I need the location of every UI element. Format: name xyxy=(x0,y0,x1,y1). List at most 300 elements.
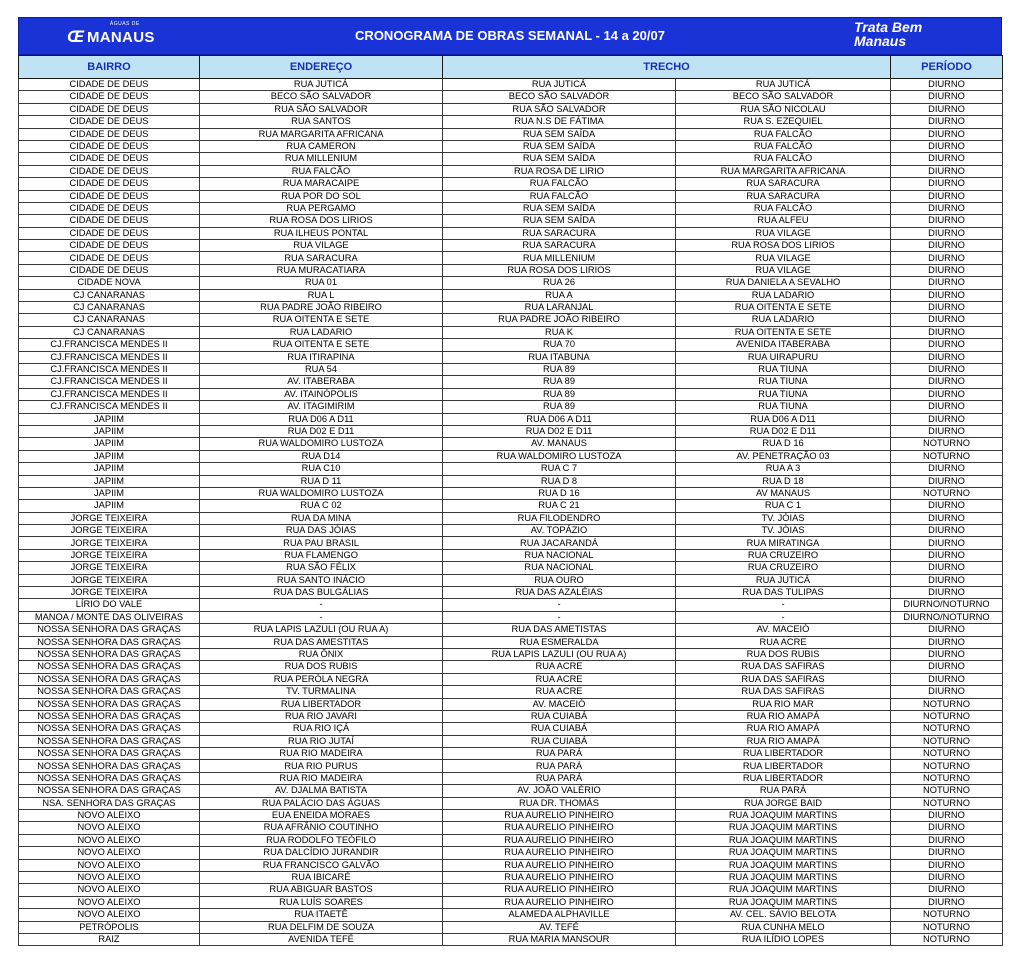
cell-trecho-from: RUA FALCÃO xyxy=(443,178,676,190)
cell-trecho-to: RUA D02 E D11 xyxy=(676,425,891,437)
cell-trecho-to: RUA DANIELA A SEVALHO xyxy=(676,277,891,289)
cell-periodo: DIURNO xyxy=(891,661,1003,673)
cell-endereco: RUA ROSA DOS LIRIOS xyxy=(200,215,443,227)
cell-trecho-to: RUA JUTICÁ xyxy=(676,574,891,586)
cell-endereco: RUA DAS JÓIAS xyxy=(200,525,443,537)
table-row xyxy=(19,388,1003,400)
cell-endereco: - xyxy=(200,611,443,623)
cell-endereco: RUA AFRÂNIO COUTINHO xyxy=(200,822,443,834)
cell-trecho-from: RUA PARÁ xyxy=(443,772,676,784)
cell-trecho-to: RUA SÃO NICOLAU xyxy=(676,103,891,115)
cell-periodo: DIURNO xyxy=(891,264,1003,276)
cell-endereco: RUA MARGARITA AFRICANA xyxy=(200,128,443,140)
cell-endereco: RUA PERGAMO xyxy=(200,202,443,214)
table-row xyxy=(19,748,1003,760)
table-row xyxy=(19,525,1003,537)
table-row xyxy=(19,264,1003,276)
cell-periodo: NOTURNO xyxy=(891,785,1003,797)
cell-trecho-from: RUA DAS AMETISTAS xyxy=(443,624,676,636)
table-row xyxy=(19,153,1003,165)
table-row xyxy=(19,475,1003,487)
cell-trecho-to: RUA ACRE xyxy=(676,636,891,648)
cell-trecho-from: RUA DR. THOMÁS xyxy=(443,797,676,809)
cell-trecho-to: RUA S. EZEQUIEL xyxy=(676,116,891,128)
cell-trecho-to: RUA JOAQUIM MARTINS xyxy=(676,884,891,896)
cell-endereco: RUA SARACURA xyxy=(200,252,443,264)
cell-bairro: NOSSA SENHORA DAS GRAÇAS xyxy=(19,698,200,710)
table-row xyxy=(19,289,1003,301)
cell-trecho-to: RUA JOAQUIM MARTINS xyxy=(676,859,891,871)
cell-bairro: NOSSA SENHORA DAS GRAÇAS xyxy=(19,723,200,735)
cell-bairro: JORGE TEIXEIRA xyxy=(19,549,200,561)
cell-bairro: NOVO ALEIXO xyxy=(19,834,200,846)
cell-trecho-from: ALAMEDA ALPHAVILLE xyxy=(443,909,676,921)
trata-bem-manaus-logo xyxy=(854,20,922,48)
cell-trecho-from: RUA 89 xyxy=(443,363,676,375)
cell-periodo: DIURNO xyxy=(891,401,1003,413)
cell-bairro: CIDADE DE DEUS xyxy=(19,140,200,152)
cell-trecho-from: RUA ITABUNA xyxy=(443,351,676,363)
table-row xyxy=(19,859,1003,871)
cell-endereco: AV. ITABERABA xyxy=(200,376,443,388)
table-row xyxy=(19,884,1003,896)
cell-bairro: JORGE TEIXEIRA xyxy=(19,537,200,549)
cell-endereco: RUA D 11 xyxy=(200,475,443,487)
cell-endereco: RUA L xyxy=(200,289,443,301)
table-row xyxy=(19,314,1003,326)
cell-trecho-from: AV. JOÃO VALÉRIO xyxy=(443,785,676,797)
cell-trecho-from: RUA D06 A D11 xyxy=(443,413,676,425)
cell-trecho-from: RUA NACIONAL xyxy=(443,562,676,574)
cell-trecho-from: RUA AURELIO PINHEIRO xyxy=(443,896,676,908)
cell-trecho-to: - xyxy=(676,599,891,611)
cell-trecho-from: RUA JACARANDÁ xyxy=(443,537,676,549)
cell-periodo: DIURNO xyxy=(891,810,1003,822)
cell-trecho-from: RUA ESMERALDA xyxy=(443,636,676,648)
cell-bairro: JORGE TEIXEIRA xyxy=(19,574,200,586)
cell-periodo: NOTURNO xyxy=(891,909,1003,921)
table-row xyxy=(19,686,1003,698)
cell-trecho-to: RUA JOAQUIM MARTINS xyxy=(676,822,891,834)
cell-bairro: CIDADE DE DEUS xyxy=(19,128,200,140)
cell-trecho-to: AV. MACEIÓ xyxy=(676,624,891,636)
table-row xyxy=(19,599,1003,611)
cell-trecho-from: RUA C 21 xyxy=(443,500,676,512)
cell-periodo: NOTURNO xyxy=(891,723,1003,735)
cell-periodo: DIURNO xyxy=(891,624,1003,636)
cell-trecho-from: RUA JUTICÁ xyxy=(443,79,676,91)
cell-bairro: CJ.FRANCISCA MENDES II xyxy=(19,351,200,363)
table-row xyxy=(19,710,1003,722)
cell-trecho-from: RUA A xyxy=(443,289,676,301)
table-row xyxy=(19,252,1003,264)
table-row xyxy=(19,215,1003,227)
table-row xyxy=(19,810,1003,822)
cell-bairro: CJ CANARANAS xyxy=(19,302,200,314)
table-row xyxy=(19,574,1003,586)
cell-bairro: NOSSA SENHORA DAS GRAÇAS xyxy=(19,735,200,747)
cell-trecho-from: RUA D02 E D11 xyxy=(443,425,676,437)
cell-bairro: CIDADE DE DEUS xyxy=(19,103,200,115)
cell-periodo: NOTURNO xyxy=(891,438,1003,450)
cell-endereco: RUA ILHEUS PONTAL xyxy=(200,227,443,239)
column-header-bairro: BAIRRO xyxy=(19,56,200,79)
cell-trecho-from: RUA ROSA DOS LIRIOS xyxy=(443,264,676,276)
cell-periodo: NOTURNO xyxy=(891,797,1003,809)
cell-bairro: CJ.FRANCISCA MENDES II xyxy=(19,388,200,400)
cell-periodo: DIURNO xyxy=(891,351,1003,363)
cell-trecho-from: RUA D 16 xyxy=(443,487,676,499)
cell-trecho-from: - xyxy=(443,599,676,611)
cell-trecho-from: AV. MACEIÓ xyxy=(443,698,676,710)
cell-endereco: RUA PERÓLA NEGRA xyxy=(200,673,443,685)
cell-trecho-from: RUA PARÁ xyxy=(443,760,676,772)
cell-bairro: JAPIIM xyxy=(19,500,200,512)
cell-endereco: RUA SÃO SALVADOR xyxy=(200,103,443,115)
cell-periodo: DIURNO/NOTURNO xyxy=(891,611,1003,623)
cell-trecho-from: RUA 89 xyxy=(443,388,676,400)
cell-endereco: AV. ITAINÓPOLIS xyxy=(200,388,443,400)
cell-periodo: DIURNO xyxy=(891,153,1003,165)
cell-endereco: RUA IBICARÉ xyxy=(200,872,443,884)
table-row xyxy=(19,847,1003,859)
cell-bairro: JAPIIM xyxy=(19,475,200,487)
table-row xyxy=(19,438,1003,450)
cell-endereco: RUA MURACATIARA xyxy=(200,264,443,276)
cell-periodo: DIURNO xyxy=(891,512,1003,524)
cell-periodo: DIURNO xyxy=(891,822,1003,834)
cell-periodo: DIURNO xyxy=(891,463,1003,475)
cell-endereco: RUA D02 E D11 xyxy=(200,425,443,437)
cell-trecho-to: RUA CRUZEIRO xyxy=(676,562,891,574)
table-body xyxy=(19,79,1003,946)
table-row xyxy=(19,648,1003,660)
cell-periodo: DIURNO xyxy=(891,847,1003,859)
cell-endereco: RUA CAMERON xyxy=(200,140,443,152)
cell-bairro: NOSSA SENHORA DAS GRAÇAS xyxy=(19,636,200,648)
cell-periodo: DIURNO xyxy=(891,314,1003,326)
table-row xyxy=(19,797,1003,809)
cell-bairro: CJ.FRANCISCA MENDES II xyxy=(19,401,200,413)
cell-trecho-from: RUA SEM SAÍDA xyxy=(443,202,676,214)
table-row xyxy=(19,116,1003,128)
table-row xyxy=(19,896,1003,908)
table-row xyxy=(19,587,1003,599)
cell-trecho-to: TV. JÓIAS xyxy=(676,512,891,524)
cell-endereco: RUA VILAGE xyxy=(200,240,443,252)
cell-periodo: DIURNO xyxy=(891,475,1003,487)
cell-trecho-to: RUA JOAQUIM MARTINS xyxy=(676,834,891,846)
cell-bairro: CJ.FRANCISCA MENDES II xyxy=(19,376,200,388)
table-row xyxy=(19,636,1003,648)
table-row xyxy=(19,933,1003,945)
cell-endereco: RUA OITENTA E SETE xyxy=(200,314,443,326)
cell-trecho-to: RUA JOAQUIM MARTINS xyxy=(676,896,891,908)
table-row xyxy=(19,834,1003,846)
cell-periodo: DIURNO xyxy=(891,636,1003,648)
cell-bairro: JORGE TEIXEIRA xyxy=(19,512,200,524)
cell-periodo: NOTURNO xyxy=(891,933,1003,945)
cell-trecho-from: RUA LAPIS LAZULI (OU RUA A) xyxy=(443,648,676,660)
cell-endereco: RUA MARACAIPE xyxy=(200,178,443,190)
table-row xyxy=(19,661,1003,673)
cell-endereco: RUA POR DO SOL xyxy=(200,190,443,202)
cell-endereco: RUA SANTOS xyxy=(200,116,443,128)
cell-bairro: CIDADE DE DEUS xyxy=(19,227,200,239)
table-row xyxy=(19,339,1003,351)
cell-trecho-to: RUA FALCÃO xyxy=(676,202,891,214)
cell-trecho-to: RUA RIO AMAPÁ xyxy=(676,735,891,747)
cell-trecho-from: RUA ACRE xyxy=(443,686,676,698)
cell-bairro: JAPIIM xyxy=(19,450,200,462)
table-row xyxy=(19,376,1003,388)
cell-trecho-to: RUA JORGE BAID xyxy=(676,797,891,809)
cell-trecho-from: RUA FILODENDRO xyxy=(443,512,676,524)
cell-trecho-from: RUA FALCÃO xyxy=(443,190,676,202)
cell-trecho-to: RUA PARÁ xyxy=(676,785,891,797)
cell-bairro: NOVO ALEIXO xyxy=(19,884,200,896)
cell-endereco: TV. TURMALINA xyxy=(200,686,443,698)
cell-periodo: DIURNO xyxy=(891,884,1003,896)
cell-bairro: CIDADE DE DEUS xyxy=(19,79,200,91)
cell-periodo: DIURNO xyxy=(891,240,1003,252)
cell-bairro: NOSSA SENHORA DAS GRAÇAS xyxy=(19,686,200,698)
cell-trecho-to: RUA MARGARITA AFRICANA xyxy=(676,165,891,177)
cell-bairro: NOVO ALEIXO xyxy=(19,909,200,921)
cell-bairro: NOSSA SENHORA DAS GRAÇAS xyxy=(19,710,200,722)
cell-periodo: DIURNO xyxy=(891,165,1003,177)
table-row xyxy=(19,103,1003,115)
cell-periodo: DIURNO xyxy=(891,227,1003,239)
table-row xyxy=(19,487,1003,499)
cell-trecho-from: RUA OURO xyxy=(443,574,676,586)
cell-endereco: RUA D14 xyxy=(200,450,443,462)
table-row xyxy=(19,512,1003,524)
cell-trecho-to: RUA JOAQUIM MARTINS xyxy=(676,847,891,859)
cell-endereco: RUA DAS AMESTITAS xyxy=(200,636,443,648)
cell-trecho-from: RUA AURELIO PINHEIRO xyxy=(443,859,676,871)
cell-bairro: NSA. SENHORA DAS GRAÇAS xyxy=(19,797,200,809)
cell-endereco: RUA 54 xyxy=(200,363,443,375)
cell-trecho-to: RUA RIO AMAPÁ xyxy=(676,710,891,722)
logo-mark-icon: Œ xyxy=(67,27,83,46)
cell-bairro: NOSSA SENHORA DAS GRAÇAS xyxy=(19,648,200,660)
cell-periodo: DIURNO xyxy=(891,525,1003,537)
table-row xyxy=(19,401,1003,413)
cell-bairro: CIDADE DE DEUS xyxy=(19,153,200,165)
cell-endereco: RUA JUTICÁ xyxy=(200,79,443,91)
cell-endereco: BECO SÃO SALVADOR xyxy=(200,91,443,103)
cell-trecho-to: RUA TIUNA xyxy=(676,376,891,388)
cell-trecho-from: RUA SEM SAÍDA xyxy=(443,215,676,227)
table-row xyxy=(19,277,1003,289)
cell-periodo: DIURNO xyxy=(891,537,1003,549)
cell-bairro: CIDADE DE DEUS xyxy=(19,202,200,214)
cell-trecho-to: RUA D 18 xyxy=(676,475,891,487)
table-row xyxy=(19,140,1003,152)
cell-periodo: DIURNO xyxy=(891,339,1003,351)
cell-bairro: MANOA / MONTE DAS OLIVEIRAS xyxy=(19,611,200,623)
logo-line-2: Manaus xyxy=(854,33,907,49)
cell-periodo: DIURNO xyxy=(891,302,1003,314)
cell-trecho-from: BECO SÃO SALVADOR xyxy=(443,91,676,103)
cell-bairro: JORGE TEIXEIRA xyxy=(19,587,200,599)
cell-periodo: DIURNO xyxy=(891,215,1003,227)
cell-trecho-from: RUA AURELIO PINHEIRO xyxy=(443,847,676,859)
table-row xyxy=(19,760,1003,772)
cell-trecho-to: AV. CEL. SÁVIO BELOTA xyxy=(676,909,891,921)
cell-trecho-to: RUA FALCÃO xyxy=(676,128,891,140)
cell-trecho-from: AV. MANAUS xyxy=(443,438,676,450)
cell-trecho-from: RUA AURELIO PINHEIRO xyxy=(443,884,676,896)
cell-trecho-from: RUA LARANJAL xyxy=(443,302,676,314)
cell-periodo: DIURNO xyxy=(891,896,1003,908)
cell-endereco: RUA ABIGUAR BASTOS xyxy=(200,884,443,896)
cell-trecho-from: RUA 26 xyxy=(443,277,676,289)
table-row xyxy=(19,302,1003,314)
cell-endereco: RUA LIBERTADOR xyxy=(200,698,443,710)
cell-periodo: DIURNO xyxy=(891,289,1003,301)
cell-endereco: RUA LADARIO xyxy=(200,326,443,338)
cell-periodo: DIURNO xyxy=(891,413,1003,425)
table-row xyxy=(19,673,1003,685)
cell-periodo: DIURNO xyxy=(891,648,1003,660)
cell-trecho-to: RUA DAS SAFIRAS xyxy=(676,661,891,673)
cell-bairro: CIDADE DE DEUS xyxy=(19,252,200,264)
cell-endereco: RUA DOS RUBIS xyxy=(200,661,443,673)
column-header-endereco: ENDEREÇO xyxy=(200,56,443,79)
cell-bairro: CJ CANARANAS xyxy=(19,289,200,301)
cell-bairro: NOSSA SENHORA DAS GRAÇAS xyxy=(19,772,200,784)
column-header-periodo: PERÍODO xyxy=(891,56,1003,79)
cell-periodo: DIURNO xyxy=(891,326,1003,338)
cell-trecho-from: RUA SARACURA xyxy=(443,240,676,252)
cell-trecho-to: RUA TIUNA xyxy=(676,363,891,375)
cell-trecho-to: RUA DAS SAFIRAS xyxy=(676,686,891,698)
cell-trecho-from: RUA AURELIO PINHEIRO xyxy=(443,834,676,846)
table-row xyxy=(19,723,1003,735)
cell-trecho-to: TV. JÓIAS xyxy=(676,525,891,537)
table-row xyxy=(19,240,1003,252)
cell-trecho-from: RUA C 7 xyxy=(443,463,676,475)
cell-trecho-from: RUA AURELIO PINHEIRO xyxy=(443,822,676,834)
cell-endereco: RUA MILLENIUM xyxy=(200,153,443,165)
table-row xyxy=(19,463,1003,475)
cell-trecho-from: RUA PARÁ xyxy=(443,748,676,760)
cell-bairro: CJ CANARANAS xyxy=(19,326,200,338)
table-row xyxy=(19,79,1003,91)
cell-trecho-from: AV. TEFÉ xyxy=(443,921,676,933)
cell-periodo: DIURNO xyxy=(891,363,1003,375)
cell-trecho-to: RUA FALCÃO xyxy=(676,140,891,152)
cell-endereco: RUA 01 xyxy=(200,277,443,289)
cell-periodo: DIURNO xyxy=(891,859,1003,871)
cell-bairro: CJ.FRANCISCA MENDES II xyxy=(19,339,200,351)
table-row xyxy=(19,772,1003,784)
cell-endereco: RUA RIO IÇÁ xyxy=(200,723,443,735)
table-row xyxy=(19,227,1003,239)
cell-trecho-to: RUA OITENTA E SETE xyxy=(676,326,891,338)
cell-endereco: EUA ENEIDA MORAES xyxy=(200,810,443,822)
cell-trecho-to: BECO SÃO SALVADOR xyxy=(676,91,891,103)
cell-bairro: CIDADE DE DEUS xyxy=(19,91,200,103)
cell-endereco: RUA DA MINA xyxy=(200,512,443,524)
cell-bairro: NOVO ALEIXO xyxy=(19,847,200,859)
table-row xyxy=(19,326,1003,338)
cell-bairro: JAPIIM xyxy=(19,463,200,475)
cell-endereco: RUA DAS BULGÁLIAS xyxy=(200,587,443,599)
cell-endereco: RUA FLAMENGO xyxy=(200,549,443,561)
cell-trecho-from: RUA D 8 xyxy=(443,475,676,487)
cell-endereco: RUA FALCÃO xyxy=(200,165,443,177)
cell-endereco: RUA DELFIM DE SOUZA xyxy=(200,921,443,933)
cell-trecho-to: RUA LIBERTADOR xyxy=(676,772,891,784)
cell-endereco: RUA ITAETÊ xyxy=(200,909,443,921)
cell-bairro: NOVO ALEIXO xyxy=(19,822,200,834)
cell-trecho-to: RUA OITENTA E SETE xyxy=(676,302,891,314)
cell-bairro: NOVO ALEIXO xyxy=(19,896,200,908)
cell-trecho-to: RUA VILAGE xyxy=(676,264,891,276)
cell-periodo: DIURNO xyxy=(891,872,1003,884)
cell-trecho-to: RUA FALCÃO xyxy=(676,153,891,165)
cell-bairro: CIDADE DE DEUS xyxy=(19,165,200,177)
table-row xyxy=(19,624,1003,636)
table-row xyxy=(19,91,1003,103)
cell-trecho-to: RUA TIUNA xyxy=(676,388,891,400)
cell-bairro: RAIZ xyxy=(19,933,200,945)
cell-periodo: NOTURNO xyxy=(891,921,1003,933)
table-row xyxy=(19,785,1003,797)
cell-bairro: CIDADE DE DEUS xyxy=(19,190,200,202)
cell-periodo: DIURNO xyxy=(891,116,1003,128)
cell-endereco: RUA RODOLFO TEÓFILO xyxy=(200,834,443,846)
table-row xyxy=(19,450,1003,462)
cell-trecho-from: RUA SÃO SALVADOR xyxy=(443,103,676,115)
cell-endereco: - xyxy=(200,599,443,611)
cell-trecho-from: RUA ACRE xyxy=(443,673,676,685)
logo-small-text: ÁGUAS DE xyxy=(109,21,140,27)
cell-trecho-to: RUA VILAGE xyxy=(676,227,891,239)
cell-periodo: NOTURNO xyxy=(891,760,1003,772)
cell-trecho-to: RUA D06 A D11 xyxy=(676,413,891,425)
cell-endereco: RUA FRANCISCO GALVÃO xyxy=(200,859,443,871)
works-schedule-table xyxy=(18,55,1003,946)
cell-periodo: DIURNO xyxy=(891,103,1003,115)
logo-name: MANAUS xyxy=(87,28,155,46)
cell-trecho-to: RUA SARACURA xyxy=(676,178,891,190)
cell-endereco: RUA WALDOMIRO LUSTOZA xyxy=(200,487,443,499)
table-row xyxy=(19,413,1003,425)
cell-trecho-to: RUA SARACURA xyxy=(676,190,891,202)
cell-bairro: JAPIIM xyxy=(19,487,200,499)
logo-line-1: Trata Bem xyxy=(854,19,923,35)
cell-trecho-to: RUA C 1 xyxy=(676,500,891,512)
cell-bairro: NOVO ALEIXO xyxy=(19,810,200,822)
cell-periodo: NOTURNO xyxy=(891,735,1003,747)
cell-periodo: DIURNO xyxy=(891,91,1003,103)
cell-trecho-to: RUA DAS SAFIRAS xyxy=(676,673,891,685)
cell-periodo: NOTURNO xyxy=(891,710,1003,722)
cell-bairro: NOSSA SENHORA DAS GRAÇAS xyxy=(19,661,200,673)
table-row xyxy=(19,921,1003,933)
table-row xyxy=(19,611,1003,623)
cell-trecho-from: RUA DAS AZALÉIAS xyxy=(443,587,676,599)
cell-trecho-to: AV MANAUS xyxy=(676,487,891,499)
cell-trecho-from: RUA SARACURA xyxy=(443,227,676,239)
schedule-sheet xyxy=(18,17,1002,946)
cell-trecho-from: RUA PADRE JOÃO RIBEIRO xyxy=(443,314,676,326)
cell-periodo: DIURNO xyxy=(891,277,1003,289)
